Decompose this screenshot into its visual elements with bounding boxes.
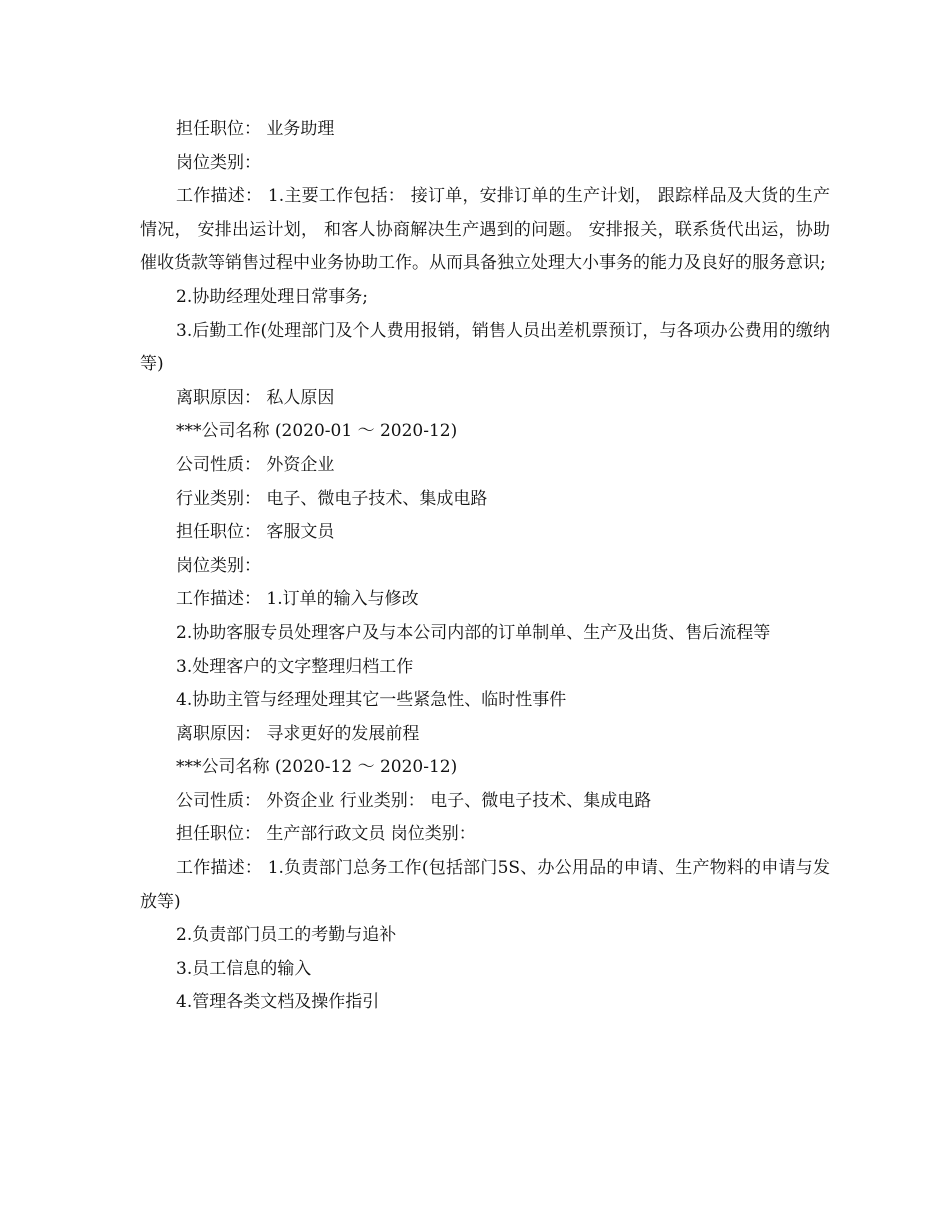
job-description-item: 3.处理客户的文字整理归档工作: [176, 656, 414, 677]
job-category-line: 岗位类别：: [176, 555, 261, 576]
company-nature-line: 公司性质： 外资企业: [176, 454, 335, 475]
leave-reason-line: 离职原因： 寻求更好的发展前程: [176, 723, 420, 744]
job-description-item: 2.协助经理处理日常事务;: [176, 286, 368, 307]
company-name-line: ***公司名称 (2020-12 ～ 2020-12): [176, 757, 458, 778]
company-name-line: ***公司名称 (2020-01 ～ 2020-12): [176, 421, 458, 442]
job-description-item: 2.负责部门员工的考勤与追补: [176, 925, 397, 946]
job-title-line: 担任职位： 客服文员: [176, 522, 335, 543]
industry-line: 行业类别： 电子、微电子技术、集成电路: [176, 488, 488, 509]
job-title-line: 担任职位： 生产部行政文员 岗位类别：: [176, 824, 476, 845]
job-title-line: 担任职位： 业务助理: [176, 119, 335, 139]
leave-reason-line: 离职原因： 私人原因: [176, 387, 335, 408]
document-body: [140, 113, 830, 1020]
job-description-line: 工作描述： 1.订单的输入与修改: [176, 589, 419, 610]
job-category-line: 岗位类别：: [176, 152, 261, 173]
job-description-item: 4.协助主管与经理处理其它一些紧急性、临时性事件: [176, 690, 567, 711]
job-description-item: 3.员工信息的输入: [176, 958, 312, 979]
job-description-item: 4.管理各类文档及操作指引: [176, 992, 380, 1013]
company-nature-line: 公司性质： 外资企业 行业类别： 电子、微电子技术、集成电路: [176, 790, 652, 811]
job-description-paragraph: 工作描述： 1.主要工作包括： 接订单，安排订单的生产计划， 跟踪样品及大货的生产情况， 安排出运计划， 和客人协商解决生产遇到的问题。 安排报关，联系货代出运，协助催收货款等销售过程中业务协助工作。从而具备独立处理大小事务的能力及良好的服务意识;: [140, 186, 830, 274]
job-description-paragraph: 工作描述： 1.负责部门总务工作(包括部门5S、办公用品的申请、生产物料的申请与发放等): [140, 858, 830, 912]
job-description-paragraph: 3.后勤工作(处理部门及个人费用报销，销售人员出差机票预订，与各项办公费用的缴纳等): [140, 320, 830, 375]
job-description-paragraph: 2.协助客服专员处理客户及与本公司内部的订单制单、生产及出货、售后流程等: [176, 622, 771, 643]
